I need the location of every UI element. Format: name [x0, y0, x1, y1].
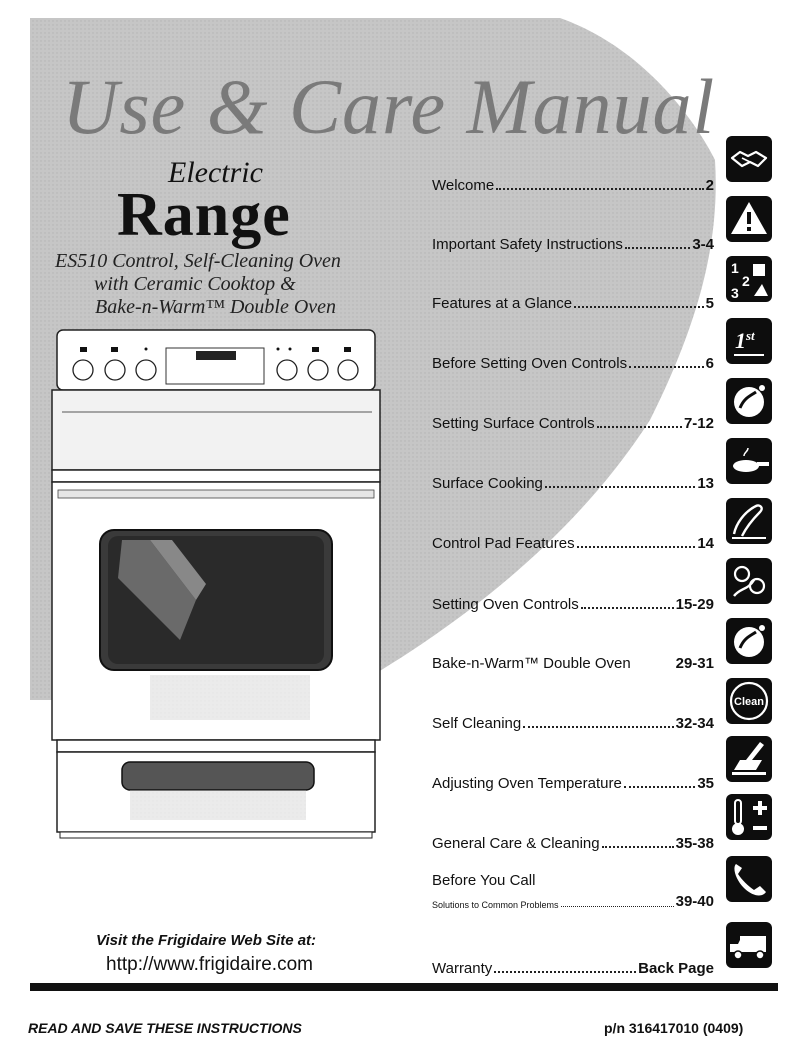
product-subtitle: Electric	[168, 156, 263, 189]
toc-page: 13	[697, 475, 714, 492]
toc-page: 3-4	[692, 236, 714, 253]
toc-title: Welcome	[432, 177, 495, 194]
description-line: Bake-n-Warm™ Double Oven	[95, 296, 337, 318]
clean-icon	[726, 678, 772, 724]
product-name: Range	[117, 181, 291, 249]
phone-icon	[726, 856, 772, 902]
toc-title: Important Safety Instructions	[432, 236, 623, 253]
frying-pan-icon	[726, 438, 772, 484]
description-line: with Ceramic Cooktop &	[94, 273, 296, 295]
svg-text:st: st	[746, 328, 755, 343]
features-numbers-icon	[726, 256, 772, 302]
toc-page: 29-31	[675, 655, 714, 672]
toc-title: Before Setting Oven Controls	[432, 355, 628, 372]
toc-title: Bake-n-Warm™ Double Oven	[432, 655, 631, 672]
toc-title: Setting Surface Controls	[432, 415, 595, 432]
toc-page: 6	[705, 355, 714, 372]
finger-touch-icon	[726, 498, 772, 544]
part-number: p/n 316417010 (0409)	[604, 1020, 744, 1036]
description-line: ES510 Control, Self-Cleaning Oven	[55, 250, 341, 272]
toc-item-oven-controls[interactable]	[432, 591, 714, 613]
toc-item-warranty[interactable]	[432, 955, 714, 977]
toc-title: General Care & Cleaning	[432, 835, 600, 852]
hand-knob-icon	[726, 378, 772, 424]
toc-item-self-cleaning[interactable]	[432, 710, 714, 732]
thermometer-plus-minus-icon	[726, 794, 772, 840]
toc-item-oven-temperature[interactable]	[432, 770, 714, 792]
toc-item-control-pad[interactable]	[432, 530, 714, 552]
toc-title: Surface Cooking	[432, 475, 543, 492]
cleaning-hand-icon	[726, 736, 772, 782]
toc-page: 2	[705, 177, 714, 194]
toc-item-safety[interactable]	[432, 231, 714, 253]
toc-page: 15-29	[675, 596, 714, 613]
toc-page: 35	[697, 775, 714, 792]
svg-text:1: 1	[731, 260, 739, 276]
clean-icon-label: Clean	[734, 696, 764, 708]
toc-page: 14	[697, 535, 714, 552]
svg-text:3: 3	[731, 285, 739, 301]
oven-controls-icon	[726, 558, 772, 604]
footer-divider	[30, 983, 778, 991]
toc-title: Features at a Glance	[432, 295, 573, 312]
manual-title: Use & Care Manual	[62, 63, 716, 150]
toc-title: Warranty	[432, 960, 493, 977]
toc-item-general-care[interactable]	[432, 830, 714, 852]
toc-page: 32-34	[675, 715, 714, 732]
toc-page: 39-40	[675, 893, 714, 910]
toc-item-before-setting[interactable]	[432, 350, 714, 372]
toc-title: Self Cleaning	[432, 715, 522, 732]
toc-subtitle: Solutions to Common Problems	[432, 900, 559, 910]
service-truck-icon	[726, 922, 772, 968]
toc-page: 35-38	[675, 835, 714, 852]
toc-item-surface-controls[interactable]	[432, 410, 714, 432]
toc-page: Back Page	[638, 960, 714, 977]
first-icon	[726, 318, 772, 364]
toc-item-common-problems[interactable]	[432, 893, 714, 910]
warning-triangle-icon	[726, 196, 772, 242]
toc-title: Adjusting Oven Temperature	[432, 775, 622, 792]
toc-title: Control Pad Features	[432, 535, 575, 552]
footer-instructions: READ AND SAVE THESE INSTRUCTIONS	[28, 1020, 302, 1036]
hand-knob-2-icon	[726, 618, 772, 664]
toc-item-features[interactable]	[432, 290, 714, 312]
toc-item-surface-cooking[interactable]	[432, 470, 714, 492]
toc-item-before-you-call[interactable]: Before You Call	[432, 872, 536, 889]
website-prompt: Visit the Frigidaire Web Site at:	[96, 932, 317, 949]
toc-item-welcome[interactable]	[432, 172, 714, 194]
svg-text:1: 1	[735, 328, 746, 353]
website-url[interactable]: http://www.frigidaire.com	[106, 954, 313, 975]
toc-item-bake-n-warm[interactable]	[432, 650, 714, 672]
toc-title: Setting Oven Controls	[432, 596, 579, 613]
svg-text:2: 2	[742, 273, 750, 289]
handshake-icon	[726, 136, 772, 182]
toc-page: 7-12	[683, 415, 714, 432]
range-illustration	[52, 330, 380, 838]
toc-page: 5	[705, 295, 714, 312]
